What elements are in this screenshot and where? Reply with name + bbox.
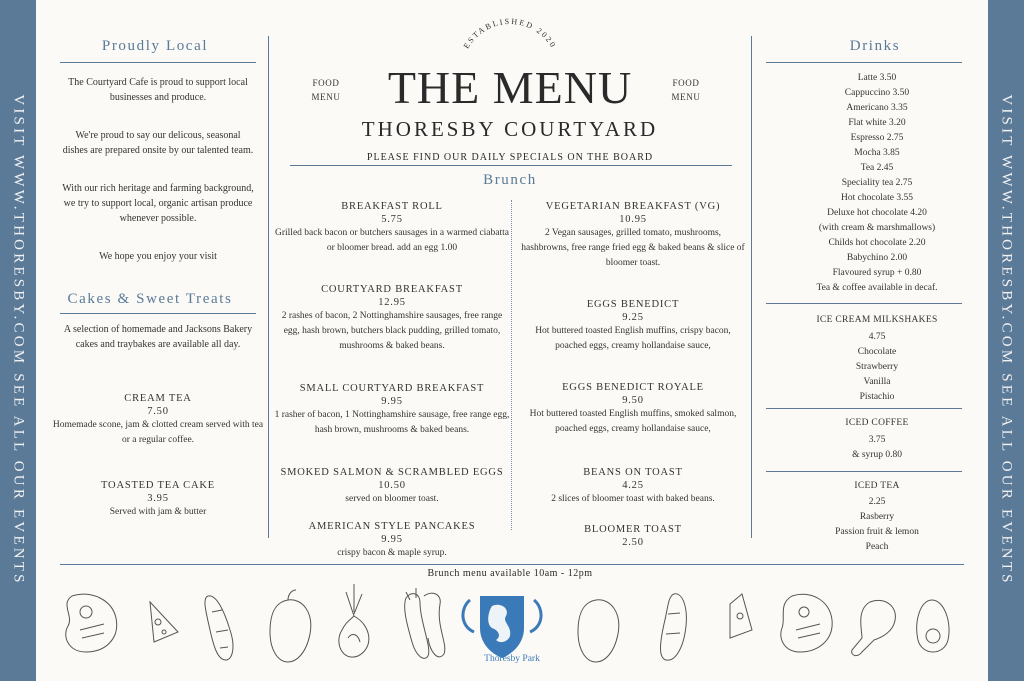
header-rule — [290, 165, 732, 166]
item-price: 10.50 — [378, 480, 406, 491]
item-name: BREAKFAST ROLL — [341, 201, 443, 212]
drink-line: 2.25 — [868, 497, 886, 507]
item-price: 9.50 — [622, 395, 644, 406]
pepper-icon — [270, 590, 311, 662]
food-label: FOOD — [312, 78, 340, 88]
drink-line: Tea & coffee available in decaf. — [816, 283, 938, 293]
drink-line: Passion fruit & lemon — [835, 527, 919, 537]
item-price: 3.95 — [147, 493, 169, 504]
logo-caption-text: Thoresby Park — [484, 654, 540, 664]
item-name: BLOOMER TOAST — [584, 524, 682, 535]
avocado-icon — [917, 600, 949, 652]
cakes-title: Cakes & Sweet Treats — [67, 291, 233, 307]
item-desc: Hot buttered toasted English muffins, smoked salmon, poached eggs, creamy hollandaise sauce, — [529, 409, 737, 434]
tea-cake-item — [56, 479, 260, 520]
drink-line: Childs hot chocolate 2.20 — [828, 238, 926, 248]
menu-item — [274, 283, 510, 354]
drink-line: Deluxe hot chocolate 4.20 — [827, 208, 927, 218]
item-name: SMOKED SALMON & SCRAMBLED EGGS — [280, 467, 504, 478]
brunch-title: Brunch — [483, 172, 537, 188]
menu-label: MENU — [311, 92, 341, 102]
svg-text:ESTABLISHED 2020 — [462, 17, 559, 50]
left-banner — [0, 0, 36, 681]
drink-line: Peach — [865, 542, 889, 552]
cakes-intro: A selection of homemade and Jacksons Bakery cakes and traybakes are available all day. — [63, 324, 253, 350]
item-desc: crispy bacon & maple syrup. — [337, 548, 447, 558]
item-name: CREAM TEA — [124, 393, 192, 404]
local-rule — [60, 62, 256, 63]
iced-tea-title: ICED TEA — [854, 481, 900, 491]
thoresby-park-logo — [463, 596, 541, 658]
item-price: 5.75 — [381, 214, 403, 225]
cream-tea-item — [50, 392, 266, 448]
menu-item — [520, 298, 746, 354]
item-price: 4.25 — [622, 480, 644, 491]
drink-line: Rasberry — [859, 512, 895, 522]
milkshakes-list — [766, 330, 988, 405]
drink-line: 3.75 — [868, 435, 886, 445]
item-price: 7.50 — [147, 406, 169, 417]
menu-label: MENU — [671, 92, 701, 102]
footer-rule — [60, 564, 964, 565]
item-price: 9.25 — [622, 312, 644, 323]
drink-line: Babychino 2.00 — [846, 253, 908, 263]
steak-icon — [781, 594, 832, 652]
drink-line: Strawberry — [855, 362, 899, 372]
drinks-rule — [766, 62, 962, 63]
established-text: ESTABLISHED 2020 — [461, 16, 559, 51]
item-name: EGGS BENEDICT ROYALE — [562, 382, 704, 393]
item-desc: 2 Vegan sausages, grilled tomato, mushrooms, hashbrowns, free range fried egg & baked beans & slice of bloomer toast. — [521, 228, 745, 268]
milkshakes-title: ICE CREAM MILKSHAKES — [816, 315, 938, 325]
steak-icon — [66, 594, 117, 652]
right-banner — [988, 0, 1024, 681]
page-title: THE MENU — [387, 62, 633, 113]
pepper-icon — [578, 600, 619, 662]
item-name: EGGS BENEDICT — [586, 299, 680, 310]
menu-item — [274, 200, 510, 256]
menu-item — [520, 381, 746, 437]
page-subtitle: THORESBY COURTYARD — [361, 117, 659, 141]
drink-line: Americano 3.35 — [846, 103, 908, 113]
drink-line: Pistachio — [859, 392, 895, 402]
item-desc: 2 slices of bloomer toast with baked beans. — [551, 494, 715, 504]
drink-line: Mocha 3.85 — [854, 148, 900, 158]
item-price: 2.50 — [622, 537, 644, 548]
drink-line: Flavoured syrup + 0.80 — [832, 268, 922, 278]
drink-line: Latte 3.50 — [857, 73, 897, 83]
item-price: 12.95 — [378, 297, 406, 308]
menu-item — [520, 523, 746, 549]
cheese-icon — [730, 594, 752, 638]
proudly-local-title: Proudly Local — [101, 38, 209, 54]
drink-line: Cappuccino 3.50 — [844, 88, 910, 98]
chicken-leg-icon — [852, 600, 896, 655]
cheese-icon — [150, 602, 178, 642]
left-divider — [268, 36, 269, 538]
drinks-rule — [766, 408, 962, 409]
drink-line: & syrup 0.80 — [852, 450, 902, 460]
item-name: AMERICAN STYLE PANCAKES — [308, 521, 476, 532]
menu-item — [274, 520, 510, 561]
drink-line: (with cream & marshmallows) — [818, 223, 936, 233]
drink-line: Tea 2.45 — [860, 163, 894, 173]
local-para-3: With our rich heritage and farming background, we try to support local, organic artisan produce whenever possible. — [62, 183, 254, 224]
item-name: TOASTED TEA CAKE — [101, 480, 215, 491]
menu-item — [516, 466, 750, 507]
item-name: SMALL COURTYARD BREAKFAST — [299, 383, 485, 394]
menu-item — [274, 382, 510, 438]
item-desc: 1 rasher of bacon, 1 Nottinghamshire sausage, free range egg, hash brown, mushrooms & baked beans. — [274, 410, 510, 435]
banner-text-left: VISIT WWW.THORESBY.COM SEE ALL OUR EVENTS — [10, 94, 27, 586]
menu-item — [520, 200, 746, 271]
drinks-rule — [766, 471, 962, 472]
brunch-hours-note: Brunch menu available 10am - 12pm — [427, 568, 593, 579]
item-name: BEANS ON TOAST — [583, 467, 683, 478]
iced-tea-list — [766, 495, 988, 555]
item-name: COURTYARD BREAKFAST — [321, 284, 463, 295]
item-name: VEGETARIAN BREAKFAST (VG) — [545, 201, 721, 212]
hot-drinks-list — [766, 71, 988, 296]
food-label: FOOD — [672, 78, 700, 88]
right-divider — [751, 36, 752, 538]
item-desc: 2 rashes of bacon, 2 Nottinghamshire sausages, free range egg, hash brown, butchers black pudding, grilled tomato, mushrooms & baked beans. — [281, 311, 503, 351]
sausage-icon — [661, 594, 687, 660]
item-price: 10.95 — [619, 214, 647, 225]
banner-text-right: VISIT WWW.THORESBY.COM SEE ALL OUR EVENTS — [998, 94, 1015, 586]
item-desc: Homemade scone, jam & clotted cream served with tea or a regular coffee. — [52, 420, 264, 445]
drinks-title: Drinks — [849, 38, 901, 54]
item-price: 9.95 — [381, 534, 403, 545]
iced-coffee-list — [766, 433, 988, 463]
drink-line: Vanilla — [863, 377, 891, 387]
drinks-rule — [766, 303, 962, 304]
menu-item — [270, 466, 514, 507]
item-desc: Hot buttered toasted English muffins, crispy bacon, poached eggs, creamy hollandaise sauce, — [535, 326, 731, 351]
cakes-rule — [60, 313, 256, 314]
drink-line: Flat white 3.20 — [848, 118, 906, 128]
item-desc: Served with jam & butter — [109, 507, 207, 517]
drink-line: Espresso 2.75 — [850, 133, 904, 143]
local-para-1: The Courtyard Cafe is proud to support local businesses and produce. — [68, 77, 248, 103]
drink-line: 4.75 — [868, 332, 886, 342]
local-para-4: We hope you enjoy your visit — [99, 251, 217, 262]
local-para-2: We're proud to say our delicous, seasonal dishes are prepared onsite by our talented team. — [62, 130, 254, 156]
item-desc: Grilled back bacon or butchers sausages in a warmed ciabatta or bloomer bread. add an egg 1.00 — [275, 228, 509, 253]
drink-line: Hot chocolate 3.55 — [840, 193, 914, 203]
iced-coffee-title: ICED COFFEE — [845, 418, 909, 428]
carrot-icon — [405, 588, 445, 658]
drink-line: Speciality tea 2.75 — [841, 178, 913, 188]
logo-caption — [462, 652, 562, 667]
item-desc: served on bloomer toast. — [345, 494, 439, 504]
drink-line: Chocolate — [857, 347, 897, 357]
sausage-icon — [205, 596, 233, 660]
specials-note: PLEASE FIND OUR DAILY SPECIALS ON THE BOARD — [366, 152, 654, 163]
item-price: 9.95 — [381, 396, 403, 407]
onion-icon — [339, 584, 369, 657]
